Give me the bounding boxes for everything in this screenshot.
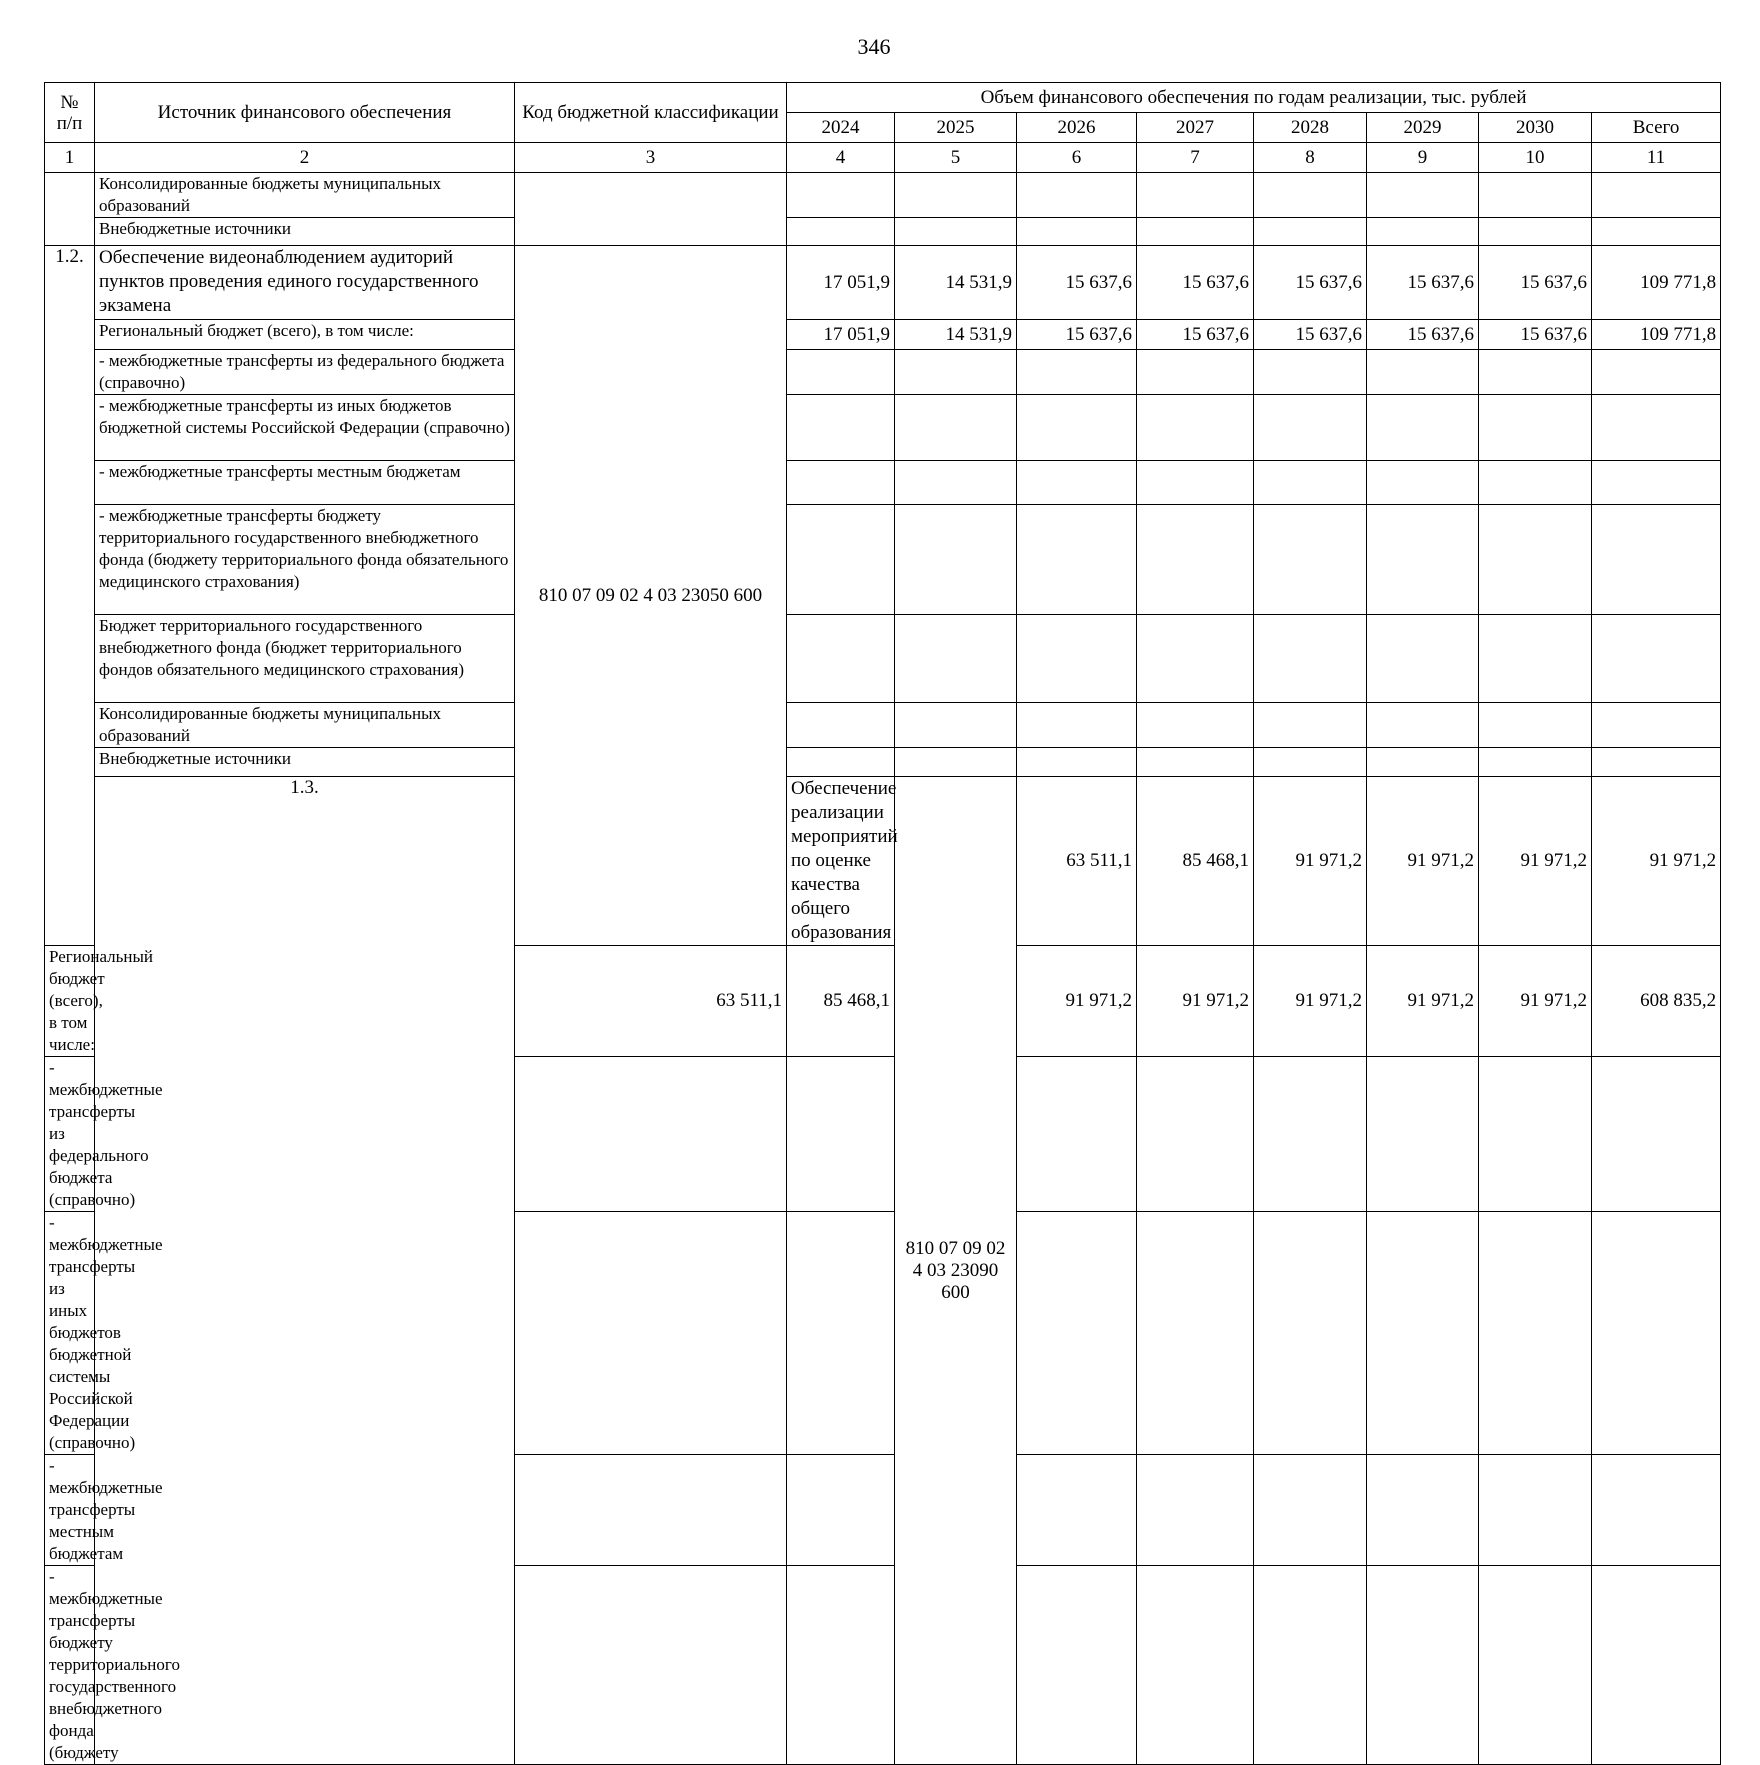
value-cell: 15 637,6 — [1017, 320, 1137, 350]
source-label: Консолидированные бюджеты муниципальных образований — [95, 703, 515, 748]
value-cell: 15 637,6 — [1254, 320, 1367, 350]
header-year: 2025 — [895, 113, 1017, 143]
section-number: 1.2. — [45, 246, 95, 946]
header-code: Код бюджетной классификации — [515, 83, 787, 143]
value-cell: 91 971,2 — [1254, 946, 1367, 1057]
value-cell: 63 511,1 — [1017, 777, 1137, 946]
value-cell: 14 531,9 — [895, 246, 1017, 320]
table-row — [45, 218, 1721, 246]
column-number: 9 — [1367, 143, 1479, 173]
value-cell: 608 835,2 — [1592, 946, 1721, 1057]
value-cell: 109 771,8 — [1592, 320, 1721, 350]
value-cell: 15 637,6 — [1367, 320, 1479, 350]
value-cell: 91 971,2 — [1017, 946, 1137, 1057]
source-label: - межбюджетные трансферты местным бюджетам — [45, 1455, 95, 1566]
value-cell: 15 637,6 — [1137, 320, 1254, 350]
header-year: 2024 — [787, 113, 895, 143]
header-year: 2027 — [1137, 113, 1254, 143]
table-row — [45, 461, 1721, 505]
source-label: Внебюджетные источники — [95, 748, 515, 777]
column-number: 2 — [95, 143, 515, 173]
value-cell: 14 531,9 — [895, 320, 1017, 350]
value-cell: 15 637,6 — [1479, 246, 1592, 320]
column-number: 5 — [895, 143, 1017, 173]
value-cell: 85 468,1 — [787, 946, 895, 1057]
section-title: Обеспечение реализации мероприятий по оценке качества общего образования — [787, 777, 895, 946]
source-label: Региональный бюджет (всего), в том числе: — [95, 320, 515, 350]
header-source: Источник финансового обеспечения — [95, 83, 515, 143]
regional-budget-row — [45, 320, 1721, 350]
value-cell: 15 637,6 — [1017, 246, 1137, 320]
column-number: 4 — [787, 143, 895, 173]
source-label: Внебюджетные источники — [95, 218, 515, 246]
header-year: 2026 — [1017, 113, 1137, 143]
table-row — [45, 173, 1721, 218]
budget-code: 810 07 09 02 4 03 23050 600 — [515, 246, 787, 946]
table-row — [45, 505, 1721, 615]
section-title-row — [45, 777, 1721, 946]
table-row — [45, 748, 1721, 777]
table-row — [45, 350, 1721, 395]
value-cell: 15 637,6 — [1367, 246, 1479, 320]
column-number: 1 — [45, 143, 95, 173]
header-row-1 — [45, 83, 1721, 113]
value-cell: 17 051,9 — [787, 246, 895, 320]
column-number: 7 — [1137, 143, 1254, 173]
value-cell: 109 771,8 — [1592, 246, 1721, 320]
value-cell: 17 051,9 — [787, 320, 895, 350]
header-total: Всего — [1592, 113, 1721, 143]
empty-cell — [45, 173, 95, 246]
table-row — [45, 615, 1721, 703]
column-number: 10 — [1479, 143, 1592, 173]
value-cell: 91 971,2 — [1367, 777, 1479, 946]
column-number: 6 — [1017, 143, 1137, 173]
value-cell: 15 637,6 — [1479, 320, 1592, 350]
value-cell: 91 971,2 — [1367, 946, 1479, 1057]
source-label: - межбюджетные трансферты из иных бюджетов бюджетной системы Российской Федерации (справочно) — [95, 395, 515, 461]
value-cell: 91 971,2 — [1254, 777, 1367, 946]
value-cell: 91 971,2 — [1137, 946, 1254, 1057]
header-num: № п/п — [45, 83, 95, 143]
header-volume: Объем финансового обеспечения по годам реализации, тыс. рублей — [787, 83, 1721, 113]
empty-cell — [515, 173, 787, 246]
header-year: 2029 — [1367, 113, 1479, 143]
column-number: 3 — [515, 143, 787, 173]
source-label: - межбюджетные трансферты из федерального бюджета (справочно) — [95, 350, 515, 395]
section-number: 1.3. — [95, 777, 515, 1765]
budget-code: 810 07 09 02 4 03 23090 600 — [895, 777, 1017, 1765]
column-number: 11 — [1592, 143, 1721, 173]
source-label: - межбюджетные трансферты из федерального бюджета (справочно) — [45, 1057, 95, 1212]
value-cell: 91 971,2 — [1479, 777, 1592, 946]
value-cell: 91 971,2 — [1479, 946, 1592, 1057]
source-label: - межбюджетные трансферты бюджету территориального государственного внебюджетного фонда (бюджету — [45, 1566, 95, 1765]
section-title: Обеспечение видеонаблюдением аудиторий пунктов проведения единого государственного экзамена — [95, 246, 515, 320]
header-year: 2028 — [1254, 113, 1367, 143]
source-label: Региональный бюджет (всего), в том числе: — [45, 946, 95, 1057]
budget-table — [44, 82, 1721, 1765]
value-cell: 91 971,2 — [1592, 777, 1721, 946]
source-label: Консолидированные бюджеты муниципальных образований — [95, 173, 515, 218]
source-label: - межбюджетные трансферты из иных бюджетов бюджетной системы Российской Федерации (справочно) — [45, 1212, 95, 1455]
source-label: - межбюджетные трансферты бюджету территориального государственного внебюджетного фонда (бюджету территориального фонда обязательного медицинского страхования) — [95, 505, 515, 615]
source-label: - межбюджетные трансферты местным бюджетам — [95, 461, 515, 505]
source-label: Бюджет территориального государственного внебюджетного фонда (бюджет территориального фондов обязательного медицинского страхования) — [95, 615, 515, 703]
section-title-row — [45, 246, 1721, 320]
value-cell: 15 637,6 — [1254, 246, 1367, 320]
value-cell: 15 637,6 — [1137, 246, 1254, 320]
column-number-row — [45, 143, 1721, 173]
value-cell: 63 511,1 — [515, 946, 787, 1057]
page-number: 346 — [857, 34, 891, 59]
column-number: 8 — [1254, 143, 1367, 173]
table-row — [45, 703, 1721, 748]
header-year: 2030 — [1479, 113, 1592, 143]
table-row — [45, 395, 1721, 461]
value-cell: 85 468,1 — [1137, 777, 1254, 946]
